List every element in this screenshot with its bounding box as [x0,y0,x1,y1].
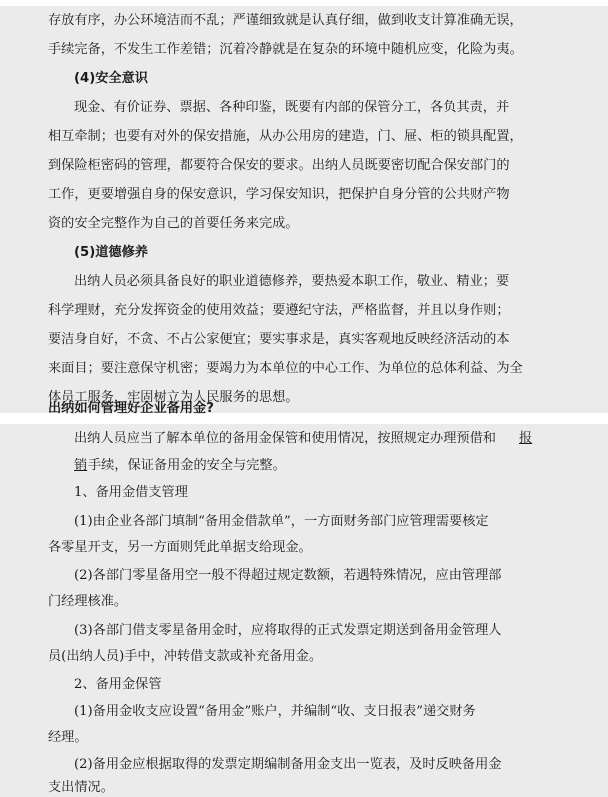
text-line: 到保险柜密码的管理，都要符合保安的要求。出纳人员既要密切配合保安部门的 [0,151,608,181]
subheading: 2、备用金保管 [0,670,608,700]
text-line: 手续完备，不发生工作差错；沉着冷静就是在复杂的环境中随机应变，化险为夷。 [0,35,608,65]
text-line: 门经理核准。 [0,587,608,617]
text-line: 存放有序，办公环境洁而不乱；严谨细致就是认真仔细，做到收支计算准确无误， [0,6,608,36]
text-line: 相互牵制；也要有对外的保安措施，从办公用房的建造，门、屉、柜的锁具配置， [0,122,608,152]
text-line: (1)由企业各部门填制“备用金借款单”，一方面财务部门应管理需要核定 [0,507,608,537]
text-line: 经理。 [0,723,608,753]
text-line: 体员工服务，牢固树立为人民服务的思想。 [0,383,608,413]
text-line: 资的安全完整作为自己的首要任务来完成。 [0,209,608,239]
text-line: 科学理财，充分发挥资金的使用效益；要遵纪守法，严格监督，并且以身作则； [0,296,608,326]
text-line: 各零星开支，另一方面则凭此单据支给现金。 [0,533,608,563]
section-heading: (5)道德修养 [0,238,608,268]
text-line: (3)各部门借支零星备用金时，应将取得的正式发票定期送到备用金管理人 [0,616,608,646]
text-line: (2)备用金应根据取得的发票定期编制备用金支出一览表，及时反映备用金 [0,750,608,780]
text-line: 销 手续，保证备用金的安全与完整。 [0,451,608,481]
text-line: 出纳人员应当了解本单位的备用金保管和使用情况，按照规定办理预借和 报 [0,424,608,454]
text-line: 支出情况。 [0,773,608,797]
text-line: 要洁身自好，不贪、不占公家便宜；要实事求是，真实客观地反映经济活动的本 [0,325,608,355]
text-line: 来面目；要注意保守机密；要竭力为本单位的中心工作、为单位的总体利益、为全 [0,354,608,384]
section-heading: (4)安全意识 [0,64,608,94]
reimburse-link-cont[interactable]: 销 [74,458,88,473]
text-line: 工作，更要增强自身的保安意识，学习保安知识，把保护自身分管的公共财产物 [0,180,608,210]
reimburse-link[interactable]: 报 [519,431,533,446]
article-title: 出纳如何管理好企业备用金? [48,401,214,416]
text-line: 现金、有价证券、票据、各种印鉴，既要有内部的保管分工，各负其责，并 [0,93,608,123]
text-line: 员(出纳人员)手中，冲转借支款或补充备用金。 [0,642,608,672]
text-line: (2)各部门零星备用空一般不得超过规定数额，若遇特殊情况，应由管理部 [0,561,608,591]
text-line: (1)备用金收支应设置“备用金”账户，并编制“收、支日报表”递交财务 [0,697,608,727]
subheading: 1、备用金借支管理 [0,478,608,508]
text-line: 出纳人员必须具备良好的职业道德修养，要热爱本职工作，敬业、精业；要 [0,267,608,297]
